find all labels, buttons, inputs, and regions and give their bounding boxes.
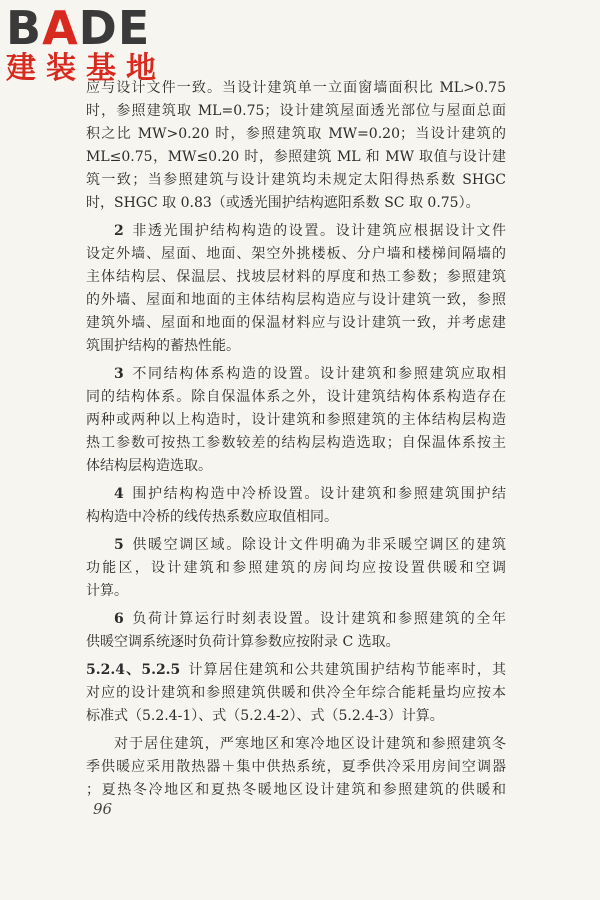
line-text: 主体结构层、保温层、找坡层材料的厚度和热工参数；参照建筑 <box>86 269 506 285</box>
text-line <box>86 192 506 215</box>
line-text: 构构造中冷桥的线传热系数应取值相同。 <box>86 509 338 525</box>
line-text: 非透光围护结构构造的设置。设计建筑应根据设计文件 <box>130 223 506 239</box>
clause-number: 2 <box>114 223 124 239</box>
line-text: 时，SHGC 取 0.83（或透光围护结构遮阳系数 SC 取 0.75）。 <box>86 195 480 211</box>
line-text: 应与设计文件一致。当设计建筑单一立面窗墙面积比 ML>0.75 <box>86 80 506 96</box>
text-line <box>86 335 506 358</box>
text-line <box>86 779 506 802</box>
text-line <box>86 77 506 100</box>
clause-number: 5.2.4、5.2.5 <box>86 662 181 678</box>
line-text: 筑围护结构的蓄热性能。 <box>86 338 240 354</box>
text-line <box>86 580 506 603</box>
line-text: 季供暖应采用散热器＋集中供热系统，夏季供冷采用房间空调器 <box>86 759 506 775</box>
line-text: 两种或两种以上构造时，设计建筑和参照建筑的主体结构层构造 <box>86 412 506 428</box>
page-body <box>86 77 506 802</box>
text-line <box>86 608 506 631</box>
text-line <box>86 534 506 557</box>
line-text: 计算。 <box>86 583 128 599</box>
text-line <box>86 220 506 243</box>
text-line <box>86 682 506 705</box>
line-text: 供暖空调系统逐时负荷计算参数应按附录 C 选取。 <box>86 634 400 650</box>
line-text: 计算居住建筑和公共建筑围护结构节能率时，其 <box>187 662 506 678</box>
text-line <box>86 169 506 192</box>
text-line <box>86 557 506 580</box>
text-line <box>86 483 506 506</box>
line-text: 负荷计算运行时刻表设置。设计建筑和参照建筑的全年 <box>130 611 506 627</box>
text-line <box>86 386 506 409</box>
page-number: 96 <box>93 800 113 818</box>
text-line <box>86 631 506 654</box>
text-line <box>86 756 506 779</box>
text-line <box>86 733 506 756</box>
text-line <box>86 243 506 266</box>
clause-number: 3 <box>114 366 124 382</box>
text-line <box>86 146 506 169</box>
line-text: 不同结构体系构造的设置。设计建筑和参照建筑应取相 <box>130 366 506 382</box>
text-line <box>86 100 506 123</box>
clause-number: 6 <box>114 611 124 627</box>
text-line <box>86 363 506 386</box>
line-text: 热工参数可按热工参数较差的结构层构造选取；自保温体系按主 <box>86 435 506 451</box>
text-line <box>86 289 506 312</box>
logo-wordmark: BADE <box>6 1 151 55</box>
line-text: 设定外墙、屋面、地面、架空外挑楼板、分户墙和楼梯间隔墙的 <box>86 246 506 262</box>
text-line <box>86 455 506 478</box>
text-line <box>86 506 506 529</box>
text-line <box>86 266 506 289</box>
text-line <box>86 123 506 146</box>
line-text: 筑一致；当参照建筑与设计建筑均未规定太阳得热系数 SHGC <box>86 172 506 188</box>
text-line <box>86 705 506 728</box>
line-text: ；夏热冬冷地区和夏热冬暖地区设计建筑和参照建筑的供暖和 <box>86 782 506 798</box>
text-line <box>86 312 506 335</box>
line-text: 对于居住建筑，严寒地区和寒冷地区设计建筑和参照建筑冬 <box>114 736 506 752</box>
logo-tagline: 建装基地 <box>6 51 166 86</box>
line-text: ML≤0.75，MW≤0.20 时，参照建筑 ML 和 MW 取值与设计建 <box>86 149 506 165</box>
line-text: 建筑外墙、屋面和地面的保温材料应与设计建筑一致，并考虑建 <box>86 315 506 331</box>
line-text: 围护结构构造中冷桥设置。设计建筑和参照建筑围护结 <box>130 486 506 502</box>
text-line <box>86 659 506 682</box>
line-text: 标准式（5.2.4-1）、式（5.2.4-2）、式（5.2.4-3）计算。 <box>86 708 444 724</box>
line-text: 积之比 MW>0.20 时，参照建筑取 MW=0.20；当设计建筑的 <box>86 126 506 142</box>
clause-number: 5 <box>114 537 124 553</box>
text-line <box>86 409 506 432</box>
line-text: 供暖空调区域。除设计文件明确为非采暖空调区的建筑 <box>130 537 506 553</box>
line-text: 的外墙、屋面和地面的主体结构层构造应与设计建筑一致，参照 <box>86 292 506 308</box>
text-line <box>86 432 506 455</box>
line-text: 对应的设计建筑和参照建筑供暖和供冷全年综合能耗量均应按本 <box>86 685 506 701</box>
clause-number: 4 <box>114 486 124 502</box>
line-text: 时，参照建筑取 ML=0.75；设计建筑屋面透光部位与屋面总面 <box>86 103 506 119</box>
line-text: 功能区，设计建筑和参照建筑的房间均应按设置供暖和空调 <box>86 560 506 576</box>
line-text: 同的结构体系。除自保温体系之外，设计建筑结构体系构造存在 <box>86 389 506 405</box>
line-text: 体结构层构造选取。 <box>86 458 212 474</box>
